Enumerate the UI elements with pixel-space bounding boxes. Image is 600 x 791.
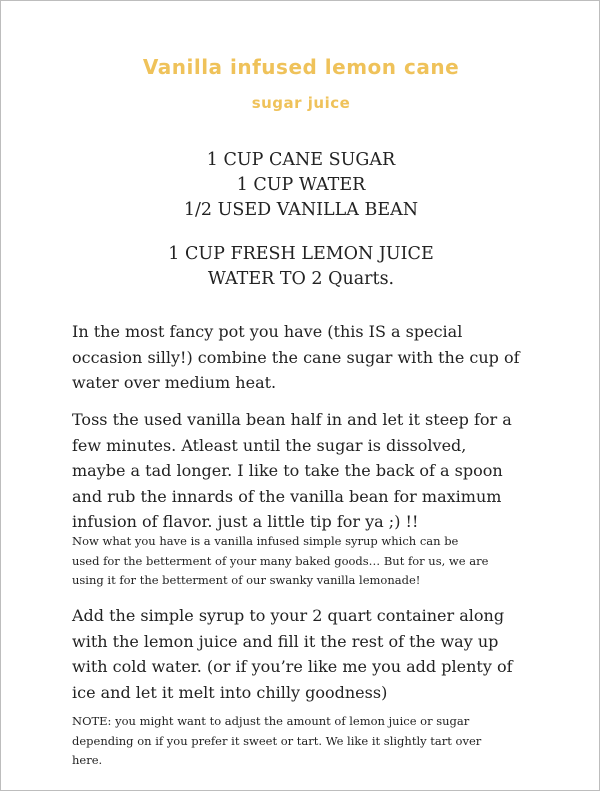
paragraph-line: Add the simple syrup to your 2 quart container along (72, 606, 505, 625)
paragraph-line: NOTE: you might want to adjust the amount of lemon juice or sugar (72, 714, 470, 728)
ingredient-item: 1 CUP CANE SUGAR (206, 150, 396, 170)
paragraph-line: with the lemon juice and fill it the rest of the way up (72, 631, 499, 651)
ingredient-list-group-2 (1, 242, 600, 292)
paragraph-line: Now what you have is a vanilla infused simple syrup which can be (72, 534, 459, 548)
instruction-paragraph-4 (72, 603, 592, 705)
paragraph-line: occasion silly!) combine the cane sugar with the cup of (72, 347, 520, 367)
ingredient-item: 1 CUP WATER (236, 175, 366, 195)
paragraph-line: infusion of flavor. just a little tip for ya ;) !! (72, 512, 419, 531)
instruction-paragraph-1 (72, 319, 592, 396)
recipe-title-line-2: sugar juice (251, 94, 351, 112)
paragraph-line: and rub the innards of the vanilla bean for maximum (72, 486, 502, 506)
ingredient-item: WATER TO 2 Quarts. (207, 269, 395, 289)
paragraph-line: depending on if you prefer it sweet or tart. We like it slightly tart over (72, 733, 482, 748)
paragraph-line: Toss the used vanilla bean half in and let it steep for a (72, 410, 512, 429)
paragraph-line: here. (72, 753, 103, 767)
paragraph-line: using it for the betterment of our swanky vanilla lemonade! (72, 573, 421, 587)
ingredient-list-group-1 (1, 148, 600, 223)
paragraph-line: maybe a tad longer. I like to take the back of a spoon (72, 461, 503, 480)
paragraph-line: In the most fancy pot you have (this IS a special (72, 322, 463, 341)
instruction-paragraph-3 (72, 532, 592, 591)
paragraph-line: used for the betterment of your many baked goods… But for us, we are (72, 553, 489, 568)
paragraph-line: with cold water. (or if you’re like me you add plenty of (72, 657, 513, 676)
paragraph-line: few minutes. Atleast until the sugar is dissolved, (72, 435, 467, 455)
ingredient-item: 1/2 USED VANILLA BEAN (183, 200, 419, 220)
ingredient-item: 1 CUP FRESH LEMON JUICE (168, 244, 434, 264)
instruction-paragraph-2 (72, 407, 592, 535)
paragraph-line: water over medium heat. (72, 373, 277, 392)
note-paragraph (72, 712, 592, 771)
paragraph-line: ice and let it melt into chilly goodness) (72, 682, 388, 702)
recipe-title-line-1: Vanilla infused lemon cane (142, 55, 460, 79)
